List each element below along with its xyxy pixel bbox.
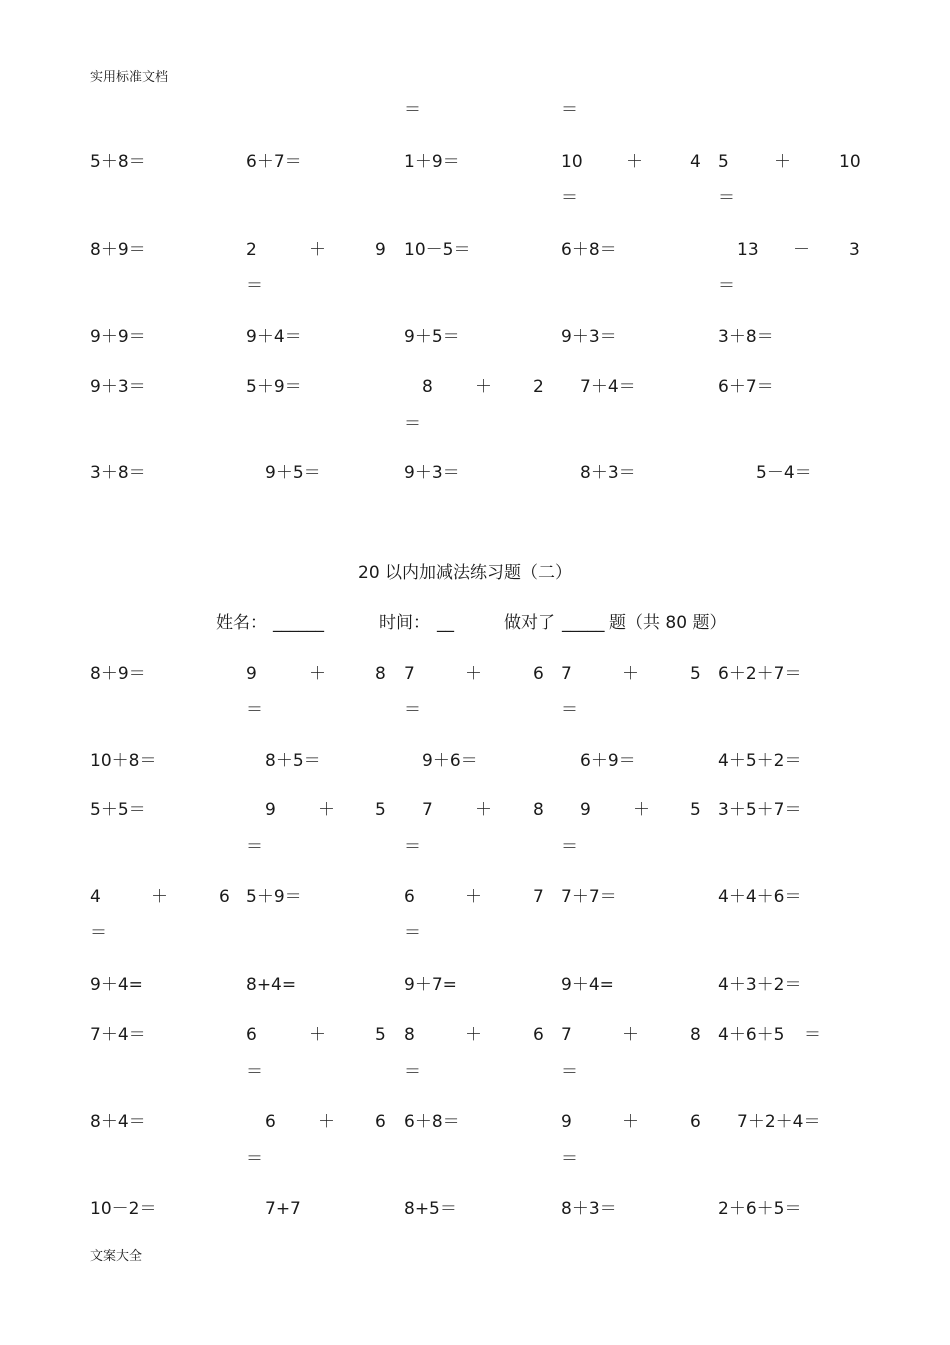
problem-token: ＝ (404, 414, 421, 434)
problem-token: 8＋9＝ (90, 664, 146, 684)
problem-token: 6＋8＝ (404, 1112, 460, 1132)
problem-token: 1＋9＝ (404, 152, 460, 172)
problem-token: 6 (533, 664, 544, 684)
problem-token: 3＋8＝ (718, 327, 774, 347)
problem-token: 6 (265, 1112, 276, 1132)
problem-token: 5－4＝ (756, 463, 812, 483)
problem-token: 9＋9＝ (90, 327, 146, 347)
problem-token: ＋ (309, 664, 326, 684)
problem-token: 3＋8＝ (90, 463, 146, 483)
problem-token: ＋ (318, 1112, 335, 1132)
problem-token: 9 (561, 1112, 572, 1132)
problem-token: 5＋9＝ (246, 887, 302, 907)
problem-token: ＝ (561, 837, 578, 857)
problem-token: ＝ (718, 276, 735, 296)
problem-token: ＋ (465, 887, 482, 907)
problem-token: ＋ (622, 1025, 639, 1045)
problem-token: ＝ (561, 100, 578, 120)
problem-token: 8＋3＝ (561, 1199, 617, 1219)
problem-token: ＋ (151, 887, 168, 907)
problem-token: － (793, 240, 810, 260)
problem-token: 7＋7＝ (561, 887, 617, 907)
problem-token: 10－5＝ (404, 240, 471, 260)
correct-suffix: 题（共 80 题） (609, 613, 727, 633)
problem-token: ＋ (465, 1025, 482, 1045)
problem-token: 2＋6＋5＝ (718, 1199, 802, 1219)
problem-token: 8 (404, 1025, 415, 1045)
problem-token: 9＋7= (404, 975, 457, 995)
problem-token: 7＋2＋4＝ (737, 1112, 821, 1132)
problem-token: ＝ (246, 1062, 263, 1082)
problem-token: ＝ (718, 188, 735, 208)
problem-token: 9＋5＝ (265, 463, 321, 483)
problem-token: ＝ (404, 923, 421, 943)
page-footer: 文案大全 (90, 1249, 143, 1264)
problem-token: 5＋8＝ (90, 152, 146, 172)
problem-token: 10＋8＝ (90, 751, 157, 771)
problem-token: 4＋3＋2＝ (718, 975, 802, 995)
name-label: 姓名： (216, 613, 267, 633)
problem-token: ＋ (633, 800, 650, 820)
problem-token: 8 (690, 1025, 701, 1045)
problem-token: 5 (690, 800, 701, 820)
problem-token: ＋ (774, 152, 791, 172)
problem-token: 7 (533, 887, 544, 907)
problem-token: 5 (375, 800, 386, 820)
problem-token: 5 (718, 152, 729, 172)
problem-token: ＋ (309, 240, 326, 260)
problem-token: 6 (690, 1112, 701, 1132)
problem-token: ＝ (404, 700, 421, 720)
correct-blank: _____ (562, 613, 605, 633)
problem-token: 10 (839, 152, 861, 172)
problem-token: ＋ (622, 1112, 639, 1132)
problem-token: 7 (561, 664, 572, 684)
problem-token: 4＋5＋2＝ (718, 751, 802, 771)
problem-token: 6 (404, 887, 415, 907)
problem-token: 10－2＝ (90, 1199, 157, 1219)
problem-token: 8＋4＝ (90, 1112, 146, 1132)
problem-token: 4 (690, 152, 701, 172)
problem-token: 8＋5＝ (265, 751, 321, 771)
problem-token: 9＋4＝ (246, 327, 302, 347)
problem-token: ＝ (246, 276, 263, 296)
problem-token: ＋ (318, 800, 335, 820)
problem-token: 3＋5＋7＝ (718, 800, 802, 820)
problem-token: 5＋9＝ (246, 377, 302, 397)
problem-token: 2 (246, 240, 257, 260)
time-label: 时间： (379, 613, 430, 633)
correct-label: 做对了 (504, 613, 555, 633)
problem-token: 9＋3＝ (90, 377, 146, 397)
problem-token: 8 (422, 377, 433, 397)
problem-token: ＝ (404, 837, 421, 857)
problem-token: 8 (375, 664, 386, 684)
problem-token: ＝ (246, 837, 263, 857)
problem-token: 7+7 (265, 1199, 301, 1219)
problem-token: 9＋5＝ (404, 327, 460, 347)
problem-token: 8＋9＝ (90, 240, 146, 260)
problem-token: ＋ (626, 152, 643, 172)
problem-token: 6 (219, 887, 230, 907)
problem-token: 5 (375, 1025, 386, 1045)
page-header: 实用标准文档 (90, 70, 169, 85)
problem-token: 6＋7＝ (246, 152, 302, 172)
problem-token: 9 (375, 240, 386, 260)
problem-token: ＝ (561, 1149, 578, 1169)
time-blank: __ (437, 613, 454, 633)
problem-token: 8+4= (246, 975, 297, 995)
problem-token: 6 (246, 1025, 257, 1045)
section-title: 20 以内加减法练习题（二） (358, 563, 573, 583)
problem-token: 9＋3＝ (404, 463, 460, 483)
problem-token: 4＋6＋5 (718, 1025, 785, 1045)
problem-token: ＝ (404, 100, 421, 120)
problem-token: ＝ (804, 1025, 821, 1045)
problem-token: 9＋4= (561, 975, 614, 995)
problem-token: 9 (265, 800, 276, 820)
problem-token: 7 (404, 664, 415, 684)
problem-token: 8 (533, 800, 544, 820)
problem-token: ＝ (246, 700, 263, 720)
problem-token: 3 (849, 240, 860, 260)
problem-token: ＋ (465, 664, 482, 684)
problem-token: ＋ (475, 800, 492, 820)
problem-token: 9＋3＝ (561, 327, 617, 347)
name-blank: ______ (273, 613, 324, 633)
problem-token: ＝ (90, 923, 107, 943)
problem-token: 9＋6＝ (422, 751, 478, 771)
problem-token: 7 (561, 1025, 572, 1045)
problem-token: 4 (90, 887, 101, 907)
problem-token: 7 (422, 800, 433, 820)
problem-token: 9＋4= (90, 975, 143, 995)
problem-token: ＝ (561, 700, 578, 720)
problem-token: 7＋4＝ (580, 377, 636, 397)
problem-token: 6＋9＝ (580, 751, 636, 771)
problem-token: ＝ (561, 188, 578, 208)
problem-token: 9 (246, 664, 257, 684)
problem-token: 6＋2＋7＝ (718, 664, 802, 684)
problem-token: 4＋4＋6＝ (718, 887, 802, 907)
problem-token: 6 (375, 1112, 386, 1132)
problem-token: 13 (737, 240, 759, 260)
problem-token: ＝ (404, 1062, 421, 1082)
problem-token: ＋ (309, 1025, 326, 1045)
problem-token: 6＋7＝ (718, 377, 774, 397)
problem-token: 2 (533, 377, 544, 397)
problem-token: ＋ (475, 377, 492, 397)
problem-token: ＋ (622, 664, 639, 684)
problem-token: 6＋8＝ (561, 240, 617, 260)
problem-token: ＝ (246, 1149, 263, 1169)
problem-token: 5＋5＝ (90, 800, 146, 820)
problem-token: 8+5＝ (404, 1199, 457, 1219)
problem-token: 10 (561, 152, 583, 172)
problem-token: 9 (580, 800, 591, 820)
problem-token: 8＋3＝ (580, 463, 636, 483)
problem-token: 7＋4＝ (90, 1025, 146, 1045)
problem-token: 6 (533, 1025, 544, 1045)
problem-token: ＝ (561, 1062, 578, 1082)
problem-token: 5 (690, 664, 701, 684)
